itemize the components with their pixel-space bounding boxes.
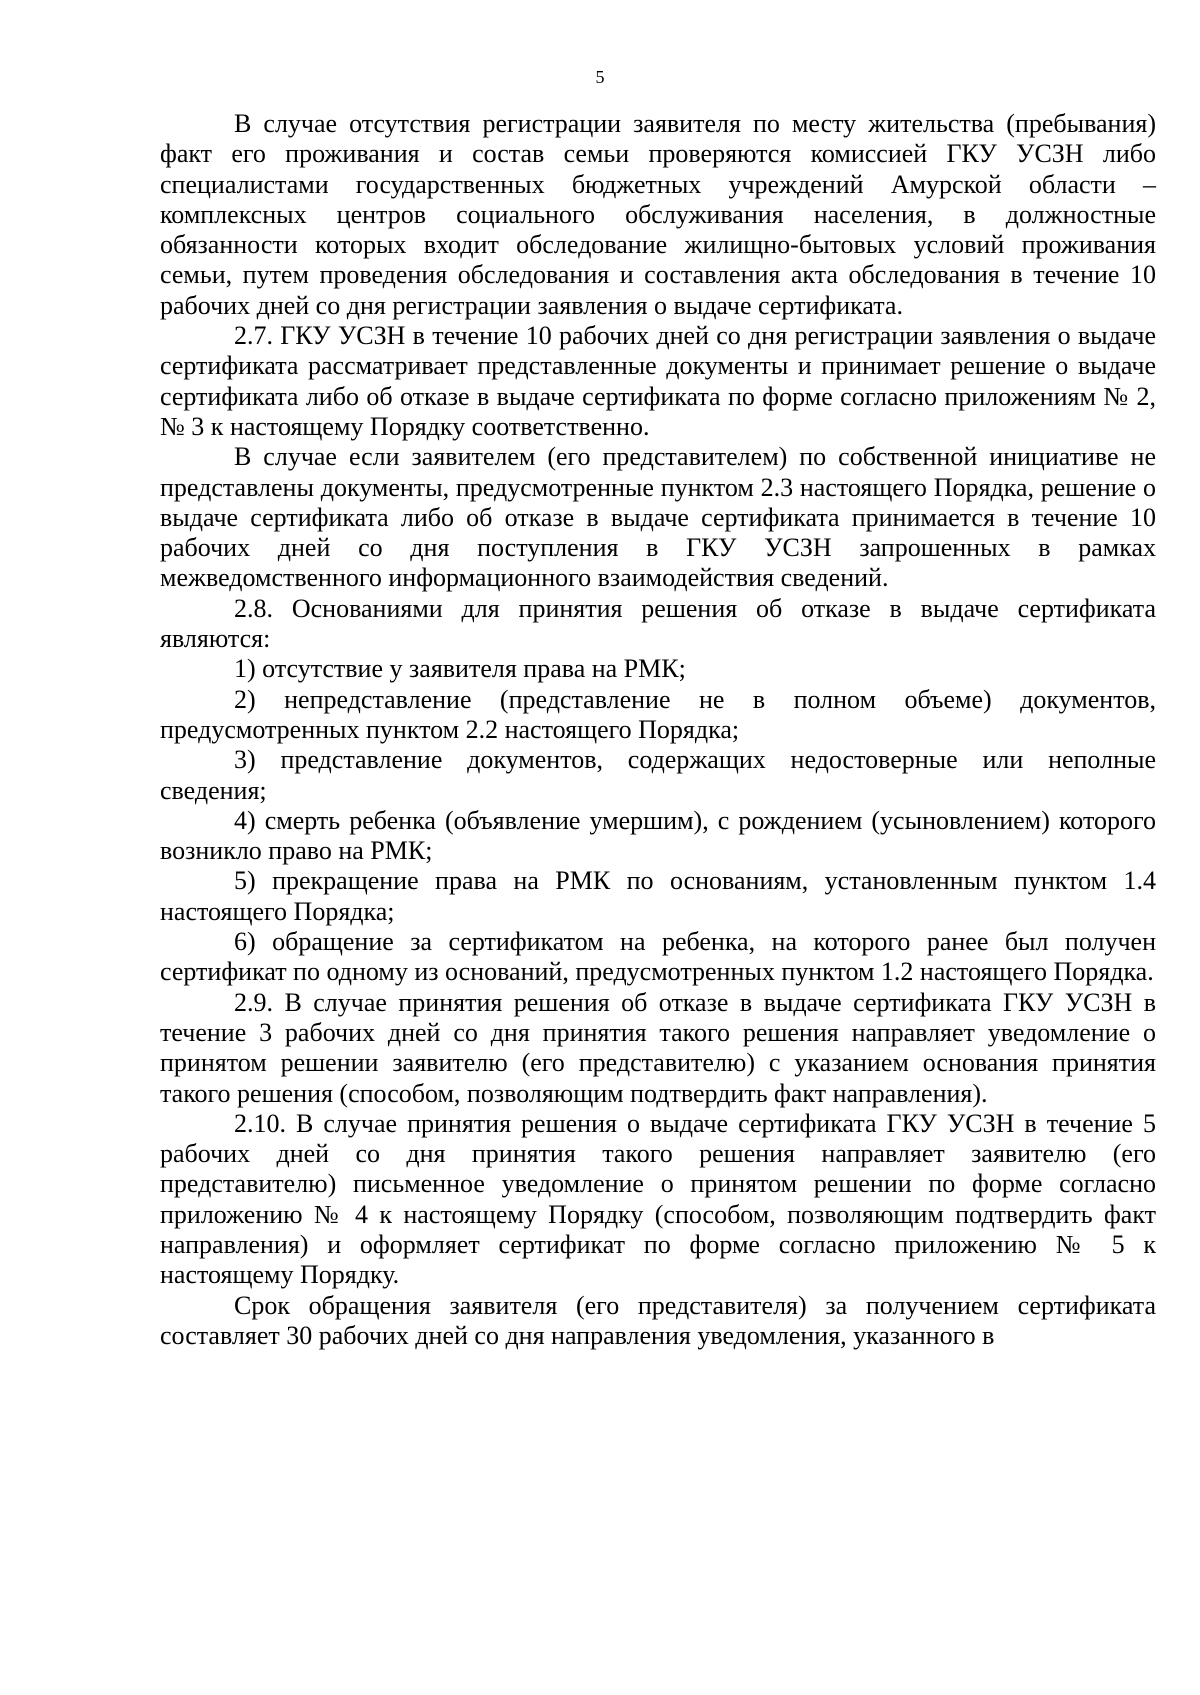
refusal-ground-1: 1) отсутствие у заявителя права на РМК; [234, 654, 686, 684]
page-number: 5 [595, 67, 605, 87]
document-body [160, 109, 1156, 1351]
refusal-ground-3: 3) представление документов, содержащих недостоверные или неполные сведения; [160, 745, 1156, 805]
paragraph-2-9: 2.9. В случае принятия решения об отказе в выдаче сертификата ГКУ УСЗН в течение 3 рабочих дней со дня принятия такого решения направляет уведомление о принятом решении заявителю (его представителю) с указанием основания принятия такого решения (способом, позволяющим подтвердить факт направления). [160, 987, 1156, 1108]
refusal-ground-6: 6) обращение за сертификатом на ребенка, на которого ранее был получен сертификат по одному из оснований, предусмотренных пунктом 1.2 настоящего Порядка. [160, 927, 1156, 987]
paragraph-residence-check: В случае отсутствия регистрации заявителя по месту жительства (пребывания) факт его проживания и состав семьи проверяются комиссией ГКУ УСЗН либо специалистами государственных бюджетных учреждений Амурской области – комплексных центров социального обслуживания населения, в должностные обязанности которых входит обследование жилищно-бытовых условий проживания семьи, путем проведения обследования и составления акта обследования в течение 10 рабочих дней со дня регистрации заявления о выдаче сертификата. [160, 109, 1156, 320]
refusal-ground-4: 4) смерть ребенка (объявление умершим), с рождением (усыновлением) которого возникло право на РМК; [160, 805, 1156, 866]
paragraph-2-8: 2.8. Основаниями для принятия решения об отказе в выдаче сертификата являются: [160, 593, 1156, 654]
paragraph-2-7-initiative: В случае если заявителем (его представителем) по собственной инициативе не представлены документы, предусмотренные пунктом 2.3 настоящего Порядка, решение о выдаче сертификата либо об отказе в выдаче сертификата принимается в течение 10 рабочих дней со дня поступления в ГКУ УСЗН запрошенных в рамках межведомственного информационного взаимодействия сведений. [160, 442, 1156, 593]
paragraph-application-term: Срок обращения заявителя (его представителя) за получением сертификата составляет 30 рабочих дней со дня направления уведомления, указанного в [160, 1290, 1156, 1350]
paragraph-2-10: 2.10. В случае принятия решения о выдаче сертификата ГКУ УСЗН в течение 5 рабочих дней со дня принятия такого решения направляет заявителю (его представителю) письменное уведомление о принятом решении по форме согласно приложению № 4 к настоящему Порядку (способом, позволяющим подтвердить факт направления) и оформляет сертификат по форме согласно приложению № 5 к настоящему Порядку. [160, 1108, 1156, 1290]
refusal-ground-2: 2) непредставление (представление не в полном объеме) документов, предусмотренных пунктом 2.2 настоящего Порядка; [160, 684, 1156, 744]
refusal-ground-5: 5) прекращение права на РМК по основаниям, установленным пунктом 1.4 настоящего Порядка; [160, 866, 1156, 926]
paragraph-2-7: 2.7. ГКУ УСЗН в течение 10 рабочих дней со дня регистрации заявления о выдаче сертификата рассматривает представленные документы и принимает решение о выдаче сертификата либо об отказе в выдаче сертификата по форме согласно приложениям № 2, № 3 к настоящему Порядку соответственно. [160, 321, 1156, 441]
